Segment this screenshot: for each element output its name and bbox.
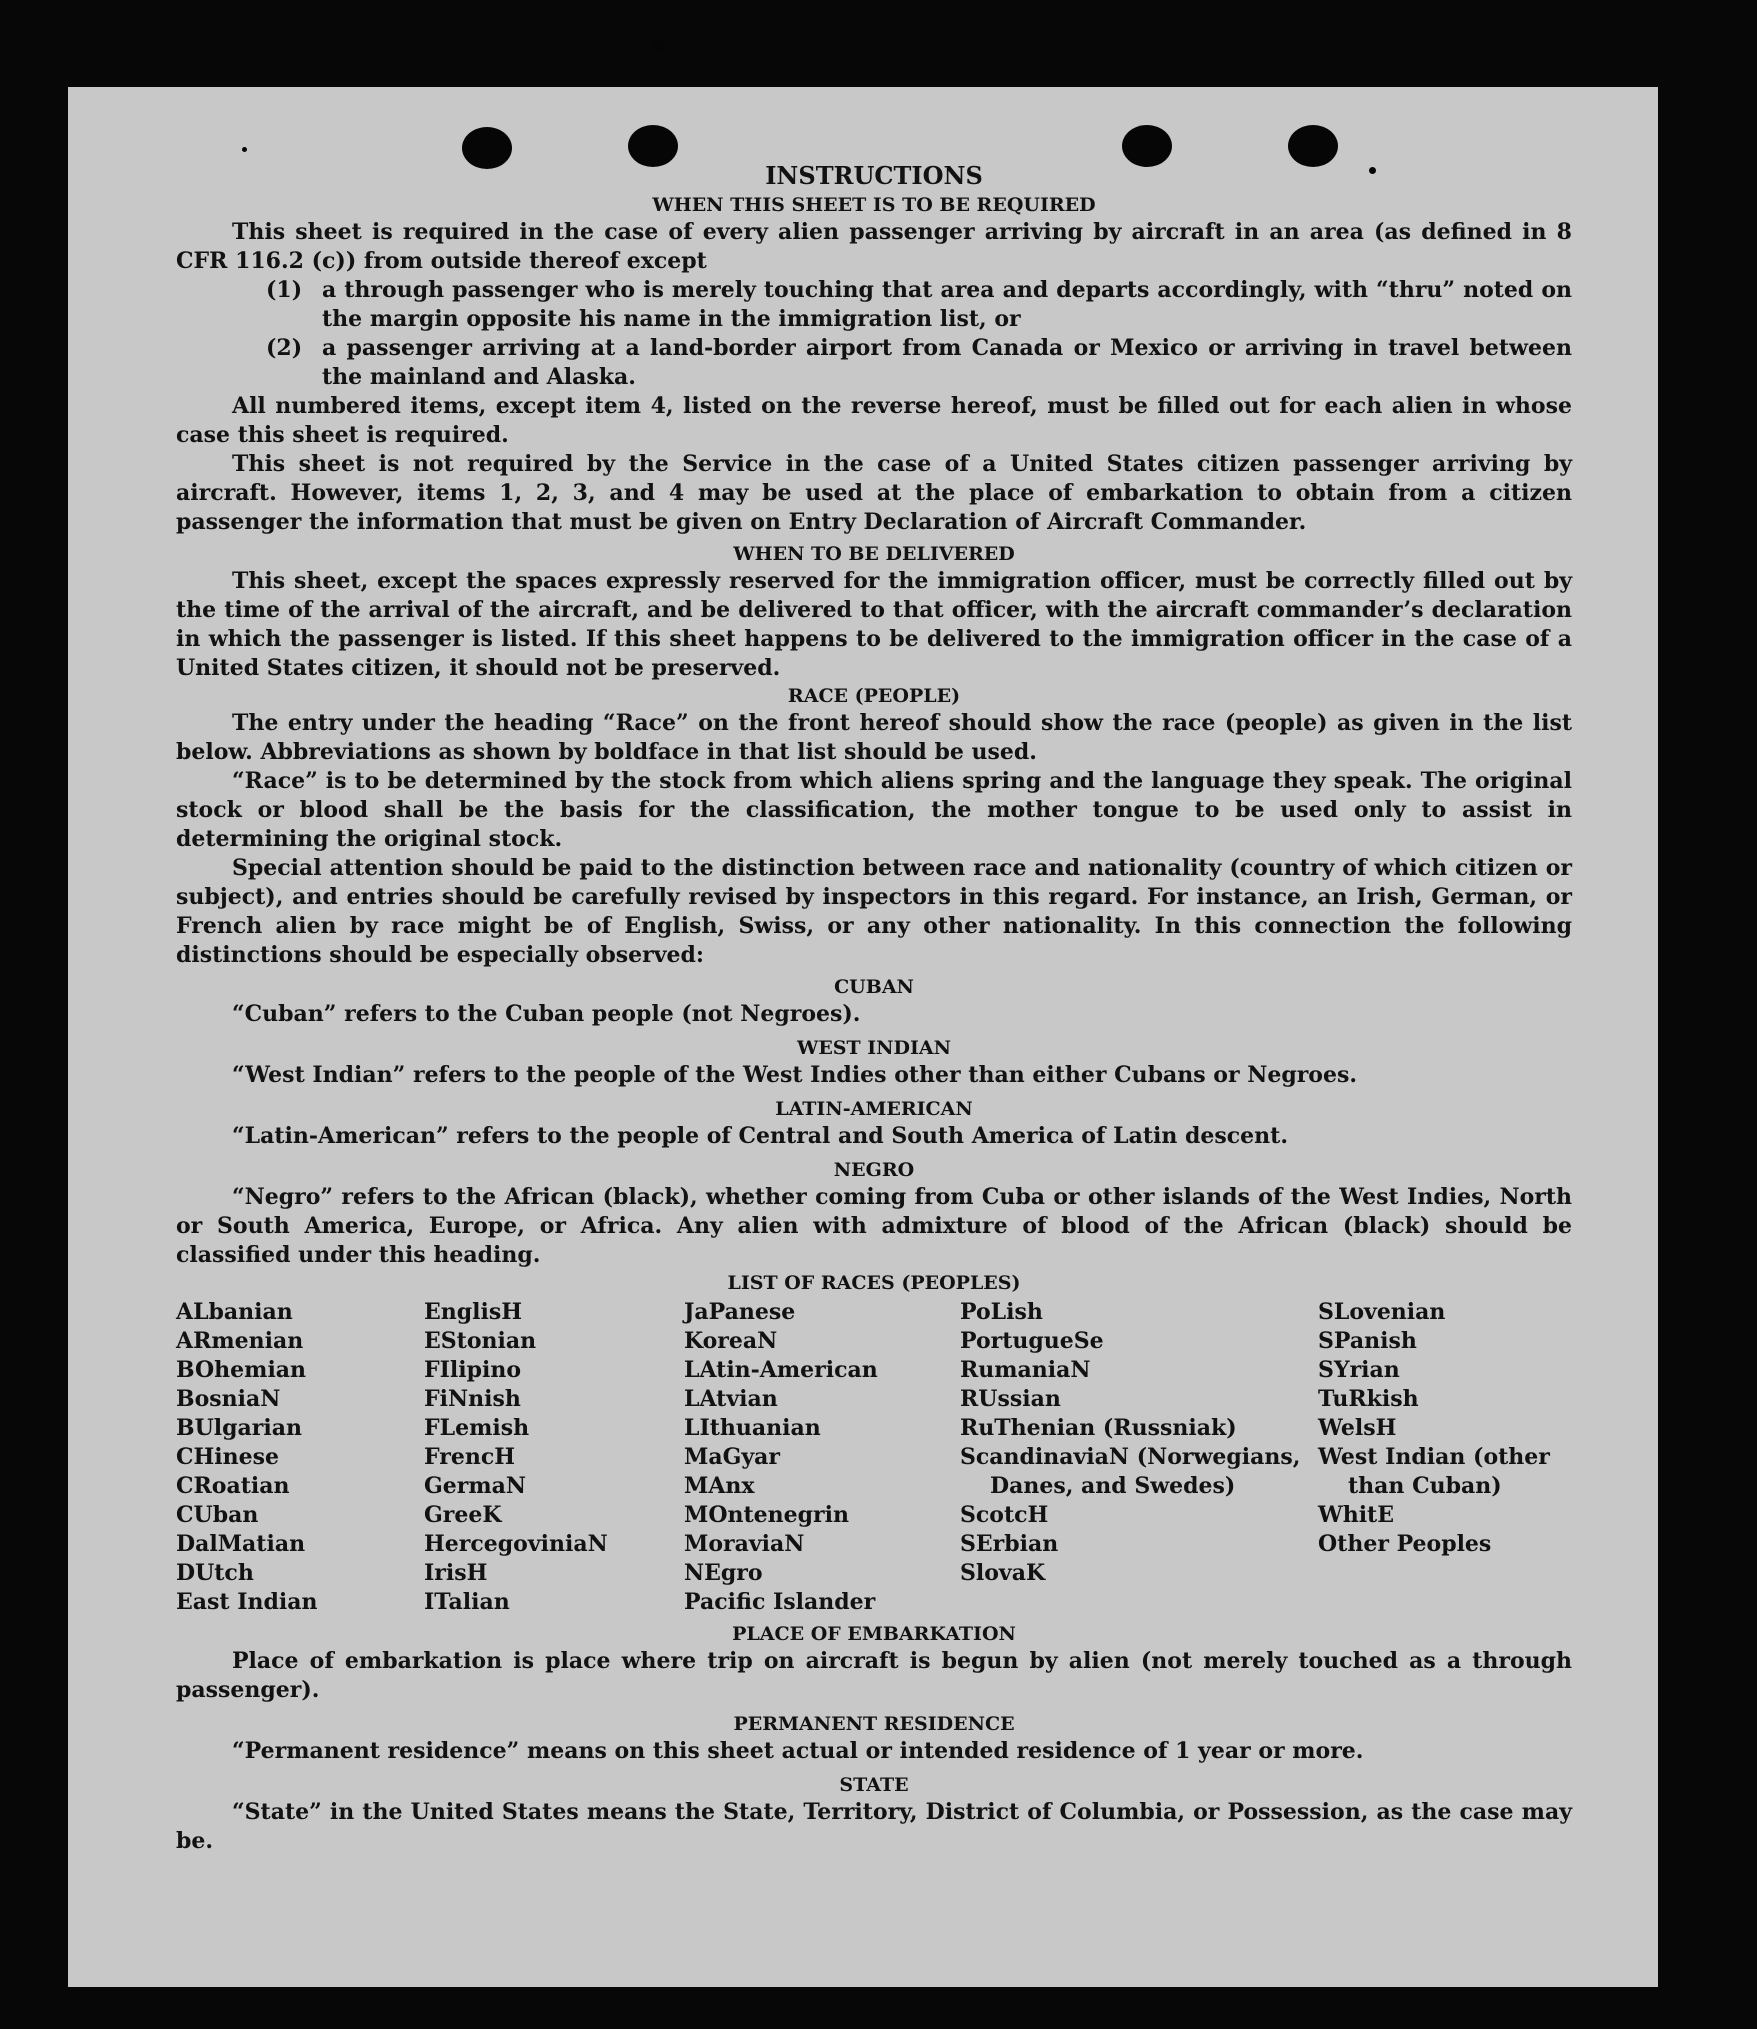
race-item: SYrian <box>1318 1357 1400 1383</box>
races-column <box>176 1298 424 1617</box>
races-column <box>1318 1298 1572 1617</box>
race-item: FLemish <box>424 1415 530 1441</box>
race-item: ALbanian <box>176 1299 293 1325</box>
race-item: PortugueSe <box>960 1328 1104 1354</box>
paragraph: The entry under the heading “Race” on the front hereof should show the race (people) as given in the list below. Abbreviations as shown by boldface in that list should be used. <box>176 710 1572 765</box>
race-item: BosniaN <box>176 1386 281 1412</box>
race-item: EnglisH <box>424 1299 523 1325</box>
race-item: SLovenian <box>1318 1299 1446 1325</box>
race-item: CRoatian <box>176 1473 290 1499</box>
section-heading-state: STATE <box>839 1774 909 1796</box>
item-text: a through passenger who is merely touching that area and departs accordingly, with “thru” noted on the margin opposite his name in the immigration list, or <box>322 277 1572 332</box>
race-item: LAtvian <box>684 1386 778 1412</box>
race-item: RuThenian (Russniak) <box>960 1415 1237 1441</box>
race-item: East Indian <box>176 1589 318 1615</box>
paragraph: “State” in the United States means the State, Territory, District of Columbia, or Possession, as the case may be. <box>176 1799 1572 1854</box>
race-item: LAtin-American <box>684 1357 878 1383</box>
race-item: DUtch <box>176 1560 254 1586</box>
race-item: EStonian <box>424 1328 537 1354</box>
races-list <box>176 1298 1572 1617</box>
list-item <box>266 276 1572 334</box>
race-item: SPanish <box>1318 1328 1417 1354</box>
race-item: WhitE <box>1318 1502 1394 1528</box>
section-heading-embarkation: PLACE OF EMBARKATION <box>732 1623 1016 1645</box>
section-heading-when-delivered: WHEN TO BE DELIVERED <box>733 543 1015 565</box>
race-item: ITalian <box>424 1589 510 1615</box>
race-item: MAnx <box>684 1473 755 1499</box>
race-item: Other Peoples <box>1318 1531 1492 1557</box>
race-item: ScandinaviaN (Norwegians, Danes, and Swedes) <box>960 1444 1301 1499</box>
race-item: LIthuanian <box>684 1415 821 1441</box>
race-item: FrencH <box>424 1444 515 1470</box>
race-item: KoreaN <box>684 1328 778 1354</box>
race-item: JaPanese <box>684 1299 796 1325</box>
race-item: CHinese <box>176 1444 280 1470</box>
section-heading-west-indian: WEST INDIAN <box>796 1037 952 1059</box>
paragraph: “Latin-American” refers to the people of Central and South America of Latin descent. <box>232 1123 1288 1149</box>
page-title: INSTRUCTIONS <box>765 161 983 190</box>
paragraph: This sheet, except the spaces expressly reserved for the immigration officer, must be correctly filled out by the time of the arrival of the aircraft, and be delivered to that officer, with the aircraft commander’s declaration in which the passenger is listed. If this sheet happens to be delivered to the immigration officer in the case of a United States citizen, it should not be preserved. <box>176 568 1572 681</box>
race-item: PoLish <box>960 1299 1043 1325</box>
race-item: DalMatian <box>176 1531 306 1557</box>
race-item: SErbian <box>960 1531 1059 1557</box>
race-item: SlovaK <box>960 1560 1046 1586</box>
race-item: ScotcH <box>960 1502 1049 1528</box>
section-heading-latin-american: LATIN-AMERICAN <box>775 1098 973 1120</box>
paragraph: “Negro” refers to the African (black), whether coming from Cuba or other islands of the West Indies, North or South America, Europe, or Africa. Any alien with admixture of blood of the African (black) should be classified under this heading. <box>176 1184 1572 1268</box>
item-number: (1) <box>266 277 303 303</box>
speck-mark <box>652 40 664 52</box>
paragraph: All numbered items, except item 4, listed on the reverse hereof, must be filled out for each alien in whose case this sheet is required. <box>176 393 1572 448</box>
race-item: Pacific Islander <box>684 1589 876 1615</box>
races-column <box>960 1298 1318 1617</box>
race-item: FIlipino <box>424 1357 522 1383</box>
race-item: WelsH <box>1318 1415 1397 1441</box>
paragraph: “Race” is to be determined by the stock from which aliens spring and the language they speak. The original stock or blood shall be the basis for the classification, the mother tongue to be used only to assist in determining the original stock. <box>176 768 1572 852</box>
race-item: NEgro <box>684 1560 763 1586</box>
race-item: GreeK <box>424 1502 502 1528</box>
race-item: West Indian (other than Cuban) <box>1318 1444 1550 1499</box>
list-item <box>266 334 1572 392</box>
item-text: a passenger arriving at a land-border airport from Canada or Mexico or arriving in travel between the mainland and Alaska. <box>322 335 1572 390</box>
section-heading-when-required: WHEN THIS SHEET IS TO BE REQUIRED <box>652 194 1096 216</box>
race-item: CUban <box>176 1502 259 1528</box>
paragraph: This sheet is not required by the Service in the case of a United States citizen passenger arriving by aircraft. However, items 1, 2, 3, and 4 may be used at the place of embarkation to obtain from a citizen passenger the information that must be given on Entry Declaration of Aircraft Commander. <box>176 451 1572 535</box>
races-column <box>684 1298 960 1617</box>
race-item: TuRkish <box>1318 1386 1419 1412</box>
races-column <box>424 1298 684 1617</box>
paragraph: This sheet is required in the case of every alien passenger arriving by aircraft in an area (as defined in 8 CFR 116.2 (c)) from outside thereof except <box>176 219 1572 274</box>
section-heading-negro: NEGRO <box>833 1159 915 1181</box>
race-item: FiNnish <box>424 1386 521 1412</box>
race-item: MoraviaN <box>684 1531 805 1557</box>
race-item: MOntenegrin <box>684 1502 849 1528</box>
paragraph: Special attention should be paid to the distinction between race and nationality (country of which citizen or subject), and entries should be carefully revised by inspectors in this regard. For instance, an Irish, German, or French alien by race might be of English, Swiss, or any other nationality. In this connection the following distinctions should be especially observed: <box>176 855 1572 968</box>
race-item: HercegoviniaN <box>424 1531 608 1557</box>
item-number: (2) <box>266 335 303 361</box>
section-heading-races-list: LIST OF RACES (PEOPLES) <box>727 1272 1021 1294</box>
race-item: GermaN <box>424 1473 527 1499</box>
race-item: MaGyar <box>684 1444 781 1470</box>
race-item: IrisH <box>424 1560 488 1586</box>
race-item: BUlgarian <box>176 1415 302 1441</box>
race-item: RumaniaN <box>960 1357 1091 1383</box>
paragraph: “West Indian” refers to the people of the West Indies other than either Cubans or Negroes. <box>232 1062 1358 1088</box>
speck-mark <box>242 147 247 152</box>
section-heading-residence: PERMANENT RESIDENCE <box>733 1713 1015 1735</box>
instructions-text <box>176 160 1572 1856</box>
race-item: BOhemian <box>176 1357 307 1383</box>
section-heading-cuban: CUBAN <box>834 976 914 998</box>
paragraph: “Cuban” refers to the Cuban people (not Negroes). <box>232 1001 861 1027</box>
section-heading-race: RACE (PEOPLE) <box>787 685 961 707</box>
race-item: RUssian <box>960 1386 1061 1412</box>
paragraph: “Permanent residence” means on this sheet actual or intended residence of 1 year or more. <box>232 1738 1364 1764</box>
race-item: ARmenian <box>176 1328 304 1354</box>
paragraph: Place of embarkation is place where trip on aircraft is begun by alien (not merely touched as a through passenger). <box>176 1648 1572 1703</box>
